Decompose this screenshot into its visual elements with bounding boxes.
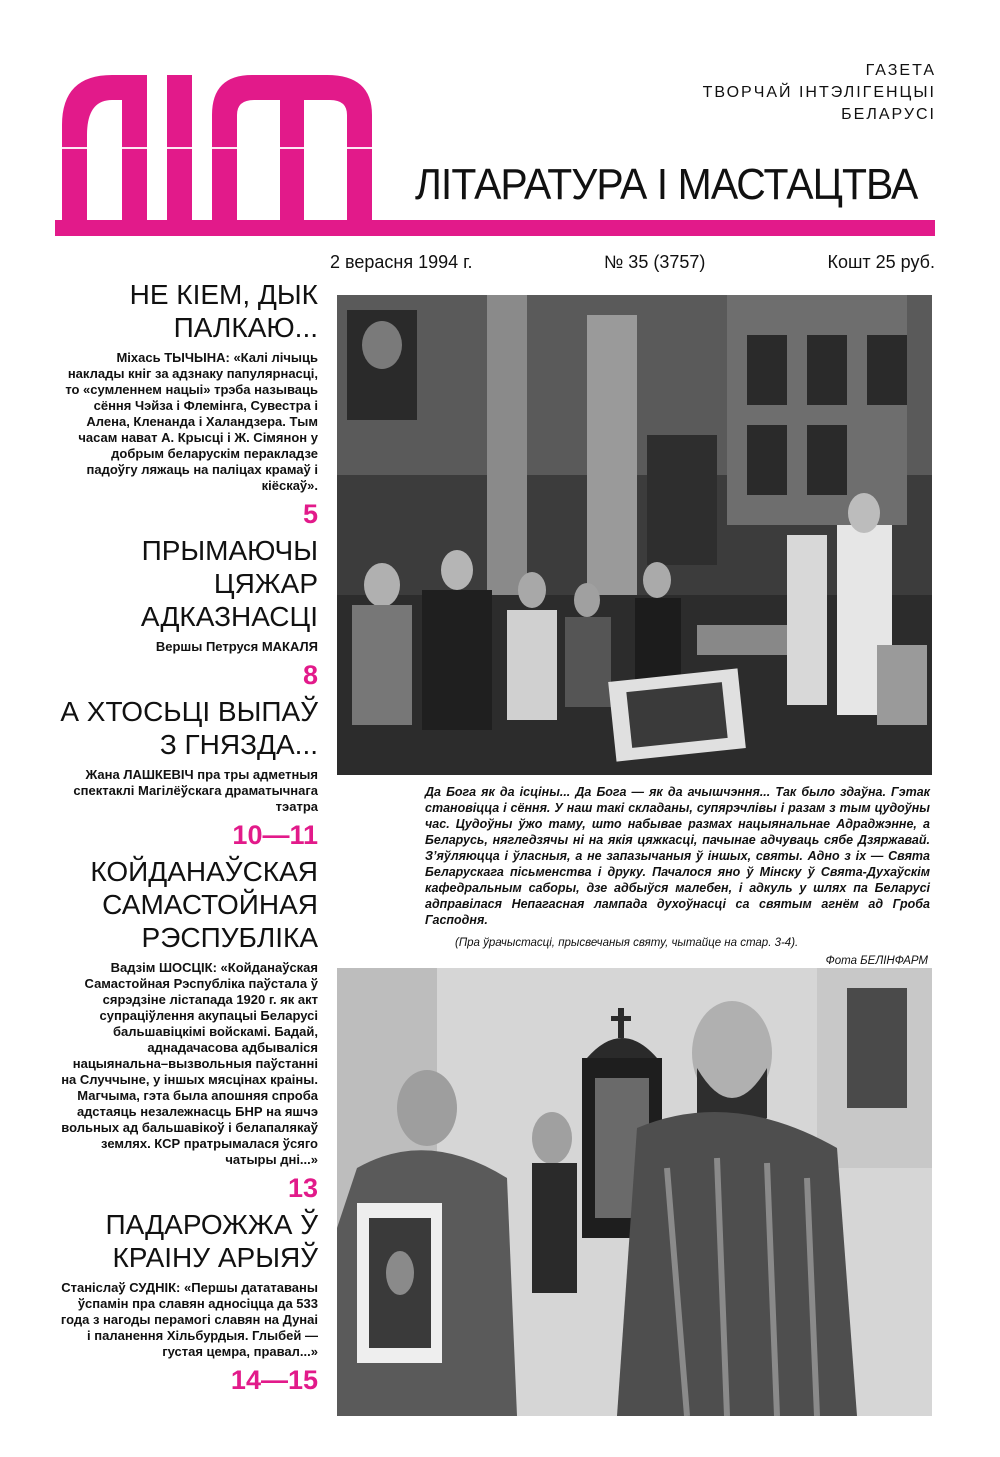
photo-credit: Фота БЕЛІНФАРМ xyxy=(825,955,928,967)
caption-page-reference: (Пра ўрачыстасці, прысвечаныя святу, чытайце на стар. 3-4). xyxy=(455,937,799,949)
church-interior-photo xyxy=(337,295,932,775)
teaser-column xyxy=(60,278,318,1400)
teaser-headline: ПАДАРОЖЖА Ў КРАІНУ АРЫЯЎ xyxy=(105,1209,318,1273)
tagline-line: БЕЛАРУСІ xyxy=(841,106,936,123)
teaser-text: Вершы Петруся МАКАЛЯ xyxy=(155,639,318,654)
teaser-page-ref: 8 xyxy=(302,660,318,690)
tagline xyxy=(703,60,936,126)
teaser-text: Жана ЛАШКЕВІЧ пра тры адметныя спектаклі Магілёўскага драматычнага тэатра xyxy=(73,767,318,814)
teaser-author: Вадзім ШОСЦІК: xyxy=(110,960,217,975)
issue-date: 2 верасня 1994 г. xyxy=(330,252,473,272)
teaser-headline: А ХТОСЬЦІ ВЫПАЎ З ГНЯЗДА... xyxy=(60,696,318,760)
newspaper-title: ЛІТАРАТУРА І МАСТАЦТВА xyxy=(415,160,918,209)
teaser-headline: КОЙДАНАЎСКАЯ САМАСТОЙНАЯ РЭСПУБЛІКА xyxy=(90,856,318,953)
teaser-text xyxy=(60,1280,318,1360)
teaser-text xyxy=(60,960,318,1168)
teaser-headline: ПРЫМАЮЧЫ ЦЯЖАР АДКАЗНАСЦІ xyxy=(140,535,318,632)
teaser-text xyxy=(60,350,318,494)
teaser-page-ref: 14—15 xyxy=(230,1365,318,1395)
tagline-line: ГАЗЕТА xyxy=(865,62,936,79)
teaser-page-ref: 5 xyxy=(302,499,318,529)
teaser-page-ref: 13 xyxy=(287,1173,318,1203)
teaser[interactable] xyxy=(60,695,318,851)
teaser[interactable] xyxy=(60,278,318,530)
teaser-author: Міхась ТЫЧЫНА: xyxy=(116,350,230,365)
tagline-line: ТВОРЧАЙ ІНТЭЛІГЕНЦЫІ xyxy=(702,84,936,101)
teaser-body: «Першы дататаваны ўспамін пра славян адносіцца да 533 года з нагоды перамогі славян на Дунаі і паланення Хільбурдыя. Глыбей — густая цемра, правал...» xyxy=(60,1280,318,1359)
teaser-author: Станіслаў СУДНІК: xyxy=(61,1280,181,1295)
teaser[interactable] xyxy=(60,855,318,1204)
teaser[interactable] xyxy=(60,534,318,691)
teaser-body: «Калі лічыць наклады кніг за адзнаку папулярнасці, то «сумленнем нацыі» трэба называць сёння Чэйза і Флемінга, Сувестра і Алена, Кленанда і Халандзера. Тым часам нават А. Крысці і Ж. Сімянон у добрым беларускім перакладзе падоўгу ляжаць на паліцах крамаў і кіёскаў». xyxy=(65,350,318,493)
priests-procession-photo xyxy=(337,968,932,1416)
issue-number: № 35 (3757) xyxy=(604,252,706,272)
lim-logo xyxy=(52,55,382,225)
teaser-page-ref: 10—11 xyxy=(232,820,318,850)
teaser[interactable] xyxy=(60,1208,318,1396)
issue-price: Кошт 25 руб. xyxy=(827,252,935,272)
photo-caption: Да Бога як да ісціны... Да Бога — як да ачышчэння... Так было здаўна. Гэтак становіцца і сёння. У наш такі складаны, супярэчлівы і разам з тым цудоўны час. Цудоўны ўжо таму, што набывае размах нацыянальнае Адраджэнне, а Беларусь, нягледзячы ні на якія цяжкасці, пачынае адчуваць сябе Дзяржавай. З’яўляюцца і ўласныя, а не запазычаныя ў іншых, святы. Адно з іх — Свята Беларускага пісьменства і друку. Пачалося яно ў Мінску ў Свята-Духаўскім кафедральным саборы, дзе адбыўся малебен, і адкуль у шлях па Беларусі адправілася Непагасная лампада духоўнасці са святым агнём ад Гроба Гасподня. xyxy=(425,785,930,927)
masthead-accent-bar xyxy=(55,220,935,236)
teaser-body: «Койданаўская Самастойная Рэспубліка паўстала ў сярэдзіне лістапада 1920 г. як акт супраціўлення акупацыі Беларусі бальшавіцкімі войскамі. Бадай, аднадачасова адбываліся нацыянальна–вызвольныя паўстанні на Случчыне, у іншых мясцінах краіны. Магчыма, гэта была апошняя спроба адстаяць незалежнасць БНР на яшчэ вольных ад бальшавікоў і белапалякаў землях. КСР пратрымалася ўсяго чатыры дні...» xyxy=(61,960,318,1167)
teaser-headline: НЕ КІЕМ, ДЫК ПАЛКАЮ... xyxy=(129,279,318,343)
